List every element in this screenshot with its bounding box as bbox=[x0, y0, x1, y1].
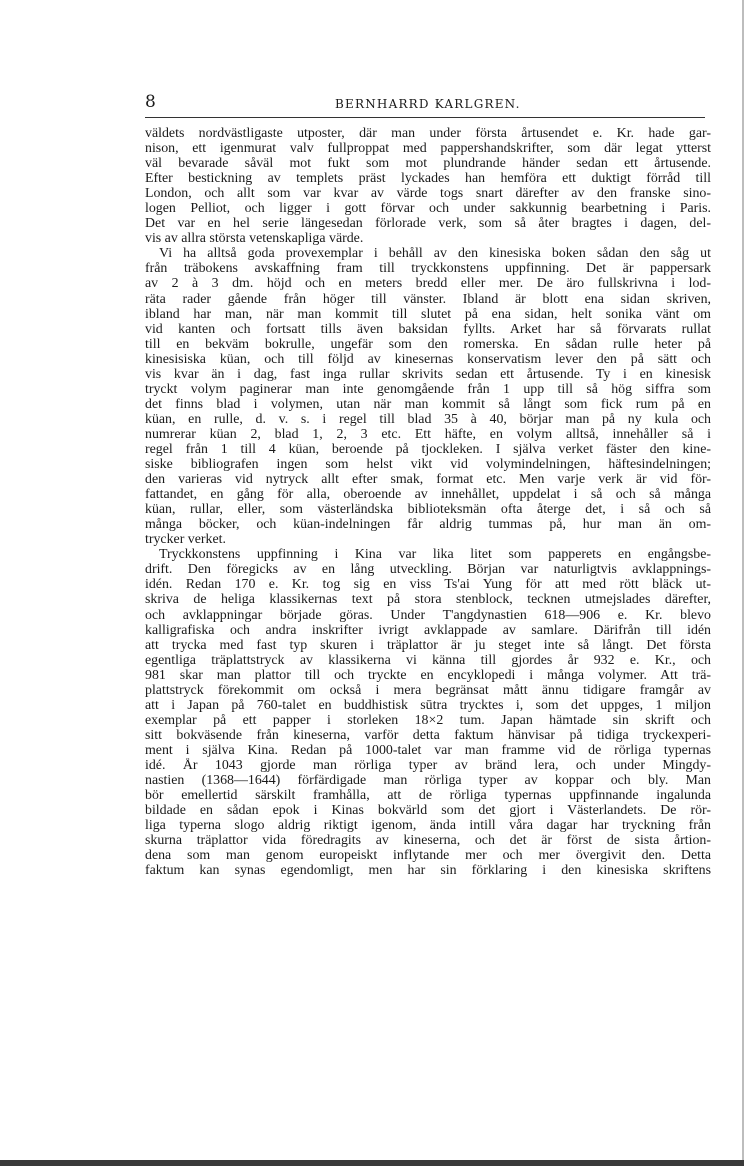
text-line: ment i själva Kina. Redan på 1000-talet var man framme vid de rörliga typernas bbox=[145, 742, 711, 758]
text-line: exemplar på ett papper i storleken 18×2 tum. Japan hämtade sin skrift och bbox=[145, 712, 711, 728]
text-line: nastien (1368—1644) förfärdigade man rörliga typer av koppar och bly. Man bbox=[145, 773, 711, 789]
text-line: 981 skar man plattor till och tryckte en encyklopedi i många volymer. Att trä- bbox=[145, 667, 711, 683]
text-line: av 2 à 3 dm. höjd och en meters bredd eller mer. De äro fullskrivna i lod- bbox=[145, 276, 711, 292]
header-rule bbox=[145, 117, 705, 118]
text-line: Tryckkonstens uppfinning i Kina var lika litet som papperets en engångsbe- bbox=[159, 547, 711, 563]
text-line: dena som man genom europeiskt inflytande mer och mer övergivit den. Detta bbox=[145, 848, 711, 864]
text-line: väldets nordvästligaste utposter, där man under första årtusendet e. Kr. hade gar- bbox=[145, 126, 711, 141]
text-line: och avklappningar började göras. Under T'angdynastien 618—906 e. Kr. blevo bbox=[145, 607, 711, 623]
text-line: küan, en rulle, d. v. s. i regel till blad 35 à 40, börjar man på ny kula och bbox=[145, 411, 711, 427]
text-line: London, och allt som var kvar av värde togs snart därefter av den franske sino- bbox=[145, 186, 711, 202]
text-line: skriva de heliga klassikernas text på stora stenblock, tecknen utmejslades därefter, bbox=[145, 592, 711, 608]
text-line: egentliga träplattstryck av klassikerna vi känna till gjordes år 932 e. Kr., och bbox=[145, 652, 711, 668]
text-line: räta rader gående från höger till vänster. Ibland är blott ena sidan skriven, bbox=[145, 291, 711, 307]
page-header bbox=[145, 92, 705, 116]
text-line: kinesisiska küan, och till följd av kinesernas konservatism lever den på sätt och bbox=[145, 351, 711, 367]
text-line: idé. År 1043 gjorde man rörliga typer av bränd lera, och under Mingdy- bbox=[145, 757, 711, 773]
text-line: logen Pelliot, och ligger i gott förvar och under sakkunnig bearbetning i Paris. bbox=[145, 201, 711, 217]
text-line: vis kvar än i dag, fast inga rullar skrivits sedan ett årtusende. Ty i en kinesisk bbox=[145, 366, 711, 382]
text-line: Det var en hel serie längesedan förlorade verk, som så åter bragtes i dagen, del- bbox=[145, 216, 711, 232]
text-line: tryckt volym paginerar man inte genomgående från 1 upp till så hög siffra som bbox=[145, 381, 711, 397]
text-line: drift. Den föregicks av en lång utveckling. Början var naturligtvis avklappnings- bbox=[145, 562, 711, 578]
text-line: ibland har man, när man kommit till slutet på ena sidan, helt sonika vänt om bbox=[145, 306, 711, 322]
text-line: väl bevarade såväl mot fukt som mot plundrande händer sedan ett årtusende. bbox=[145, 156, 711, 172]
text-line: vis av allra största vetenskapliga värde. bbox=[145, 231, 364, 247]
text-line: liga typerna slogo aldrig riktigt igenom, ända intill våra dagar har tryckning från bbox=[145, 818, 711, 834]
text-line: trycker verket. bbox=[145, 532, 226, 548]
text-line: kalligrafiska och andra inskrifter ivrigt avklappade av samlare. Därifrån till idén bbox=[145, 622, 711, 638]
text-line: Efter bestickning av templets präst lyckades han hemföra ett duktigt förråd till bbox=[145, 171, 711, 187]
text-line: plattstryck förekommit om också i mera begränsat mått ännu tidigare framgår av bbox=[145, 682, 711, 698]
scan-bottom-edge bbox=[0, 1160, 744, 1166]
text-line: küan, rullar, eller, som västerländska biblioteksmän ofta återge det, i så och så bbox=[145, 502, 711, 518]
page-number: 8 bbox=[145, 92, 156, 112]
text-line: bildade en sådan epok i Kinas bokvärld som det gjort i Västerlandets. De rör- bbox=[145, 803, 711, 819]
book-page bbox=[145, 0, 715, 1166]
text-line: den varieras vid nytryck allt efter smak, format etc. Men varje verk är vid för- bbox=[145, 472, 711, 488]
text-line: regel från 1 till 4 küan, beroende på tjockleken. I själva verket fäster den kine- bbox=[145, 441, 711, 457]
text-line: vid kanten och fortsatt tills även baksidan fyllts. Arket har så förvarats rullat bbox=[145, 321, 711, 337]
text-line: faktum kan synas egendomligt, men har sin förklaring i den kinesiska skriftens bbox=[145, 863, 711, 879]
text-line: att trycka med fast typ skuren i träplattor är ju steget inte så långt. Det första bbox=[145, 637, 711, 653]
text-line: Vi ha alltså goda provexemplar i behåll av den kinesiska boken sådan den såg ut bbox=[159, 246, 711, 262]
text-line: siske bibliografen ingen som helst vikt vid volymindelningen, häftesindelningen; bbox=[145, 457, 711, 473]
text-line: från träbokens avskaffning fram till tryckkonstens uppfinning. Det är pappersark bbox=[145, 261, 711, 277]
text-line: att i Japan på 760-talet en buddhistisk sūtra trycktes i, som det uppges, 1 miljon bbox=[145, 697, 711, 713]
text-line: skurna träplattor vida föredragits av kineserna, och det är först de sista årtion- bbox=[145, 833, 711, 849]
text-line: bör emellertid särskilt framhålla, att de rörliga typernas uppfinnande ingalunda bbox=[145, 788, 711, 804]
text-line: sitt bokväsende från kineserna, varför detta faktum hänvisar på tidiga tryckexperi- bbox=[145, 727, 711, 743]
text-line: det finns blad i volymen, utan när man kommit så långt som fick rum på en bbox=[145, 396, 711, 412]
running-head: BERNHARRD KARLGREN. bbox=[335, 97, 521, 111]
text-line: till en bekväm bokrulle, ungefär som den romerska. En sådan rulle heter på bbox=[145, 336, 711, 352]
text-line: nison, ett igenmurat valv fullproppat med pappershandskrifter, som där legat ytterst bbox=[145, 141, 711, 157]
text-line: numrerar küan 2, blad 1, 2, 3 etc. Ett häfte, en volym alltså, innehåller så i bbox=[145, 426, 711, 442]
text-line: idén. Redan 170 e. Kr. tog sig en viss Ts'ai Yung för att med rött bläck ut- bbox=[145, 577, 711, 593]
text-line: fattandet, en gång för alla, oberoende av innehållet, uppdelat i så och så många bbox=[145, 487, 711, 503]
body-text bbox=[145, 126, 711, 878]
text-line: många böcker, och küan-indelningen får aldrig tummas på, hur man än om- bbox=[145, 517, 711, 533]
